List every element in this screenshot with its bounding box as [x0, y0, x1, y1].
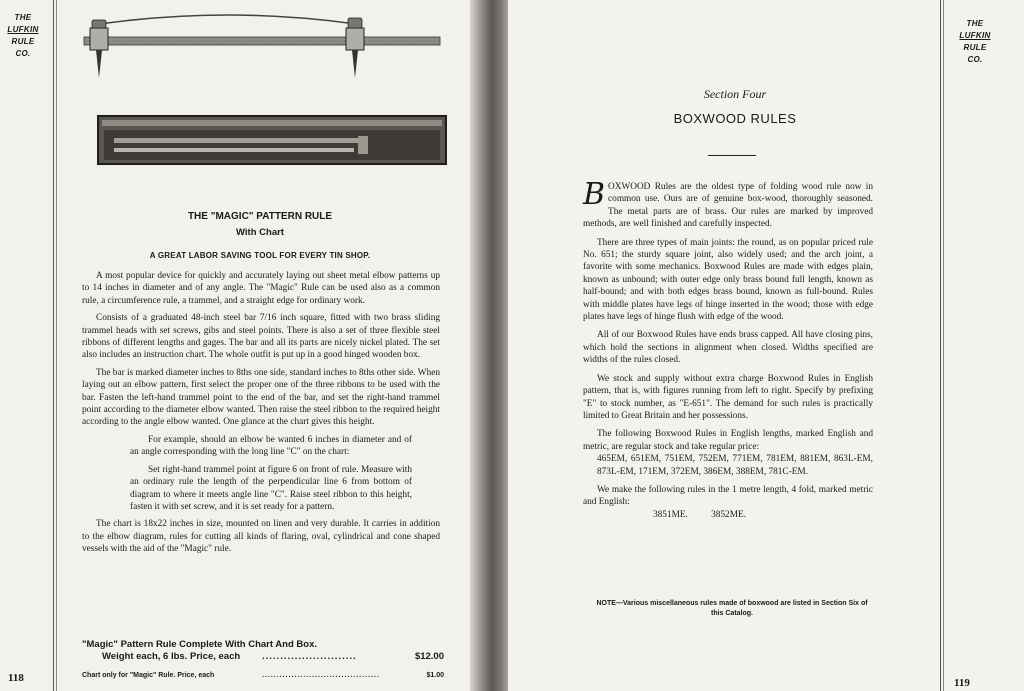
chart-price-label: Chart only for "Magic" Rule. Price, each — [82, 672, 215, 679]
body-paragraph: A most popular device for quickly and accurately laying out sheet metal elbow patterns up to 14 inches in diameter and of any angle. The "Magic" Rule can be used also as a common rule, a circumference rule, a trammel, and a straight edge for ordinary work. — [82, 271, 440, 306]
left-margin-logo — [0, 12, 46, 60]
right-margin-rule — [940, 0, 941, 691]
example-paragraph: For example, should an elbow be wanted 6 inches in diameter and of an angle corresponding with the long line "C" on the chart: — [130, 434, 412, 458]
leader-dots: ........................................ — [262, 672, 380, 679]
intro-paragraph: BOXWOOD Rules are the oldest type of folding wood rule now in common use. Ours are of genuine box-wood, thoroughly seasoned. The metal parts are of brass. Our rules are marked by improved methods, are well finished and carefully inspected. — [583, 177, 873, 230]
rule-code-list: 465EM, 651EM, 751EM, 752EM, 771EM, 781EM, 881EM, 863L-EM, 873L-EM, 171EM, 372EM, 386EM, 388EM, 781C-EM. — [597, 454, 873, 477]
logo-line: CO. — [967, 55, 983, 64]
left-page — [0, 0, 478, 691]
chart-price-amount: $1.00 — [426, 672, 444, 679]
closing-paragraph: The chart is 18x22 inches in size, mounted on linen and very durable. It carries in addition to the elbow diagram, rules for cutting all kinds of flaring, oval, cylindrical and cone shaped vessels with the aid of the "Magic" rule. — [82, 519, 440, 555]
page-number: 119 — [954, 677, 970, 689]
chart-price-line — [82, 672, 444, 679]
right-margin-logo — [952, 18, 998, 66]
price-line — [82, 651, 444, 662]
right-margin-rule-inner — [943, 0, 944, 691]
logo-line: LUFKIN — [7, 25, 39, 34]
drop-cap: B — [583, 177, 606, 212]
section-title: BOXWOOD RULES — [673, 111, 797, 126]
body-paragraph: The following Boxwood Rules in English lengths, marked English and metric, are regular stock and take regular price: — [583, 429, 873, 452]
product-tagline: A GREAT LABOR SAVING TOOL FOR EVERY TIN SHOP. — [149, 251, 371, 260]
left-margin-rule — [53, 0, 54, 691]
logo-line: LUFKIN — [959, 31, 991, 40]
magic-rule-illustration — [78, 12, 442, 84]
body-paragraph: The bar is marked diameter inches to 8ths one side, standard inches to 8ths other side. When laying out an elbow pattern, first select the proper one of the three ribbons to be used with the bar. Fasten the left-hand trammel point to the end of the bar, and set the right-hand trammel point according to the diameter elbow wanted. Then raise the steel ribbon to the required height according to the angle elbow wanted. One glance at the chart gives this height. — [82, 367, 440, 428]
logo-line: RULE — [11, 37, 35, 46]
metric-code-list: 3851ME. 3852ME. — [653, 509, 746, 520]
price-label: Weight each, 6 lbs. Price, each — [102, 651, 241, 662]
catalog-note: NOTE—Various miscellaneous rules made of boxwood are listed in Section Six of this Catalog. — [596, 600, 868, 617]
left-margin-rule-inner — [56, 0, 57, 691]
logo-line: RULE — [963, 43, 987, 52]
logo-line: THE — [14, 13, 32, 22]
body-paragraph: Consists of a graduated 48-inch steel bar 7/16 inch square, fitted with two brass sliding trammel heads with set screws, gibs and steel points. There is also a set of three flexible steel ribbons of different lengths and gages. The bar and all its parts are nicely nickel plated. The set also includes an instruction chart. The whole outfit is put up in a good hinged wooden box. — [82, 313, 440, 361]
right-body-text — [583, 177, 873, 527]
logo-line: CO. — [15, 49, 31, 58]
example-paragraph: Set right-hand trammel point at figure 6 on front of rule. Measure with an ordinary rule the length of the perpendicular line 6 from bottom of diagram to where it meets angle line "C". Raise steel ribbon to this height, fasten it with set screw, and it is set ready for a pattern. — [130, 464, 412, 512]
title-divider — [708, 155, 756, 156]
logo-line: THE — [966, 19, 984, 28]
body-paragraph: All of our Boxwood Rules have ends brass capped. All have closing pins, which hold the sections in alignment when closed. Widths specified are widths of the rules closed. — [583, 330, 873, 366]
body-paragraph: There are three types of main joints: the round, as on popular priced rule No. 651; the sturdy square joint, also widely used; and the arch joint, a favorite with some mechanics. Boxwood Rules are made with edges plain, known as unbound; with outer edge only brass bound full length, known as half-bound; and with both edges brass bound, known as full-bound. Rules with middle plates have legs of hinge inserted in the wood; those with edge plates have legs of hinge flush with edge of the wood. — [583, 237, 873, 323]
price-heading: "Magic" Pattern Rule Complete With Chart And Box. — [82, 639, 318, 650]
left-body-text — [82, 270, 440, 561]
price-amount: $12.00 — [414, 651, 444, 662]
page-number: 118 — [8, 672, 24, 684]
product-title: THE "MAGIC" PATTERN RULE — [187, 211, 333, 222]
section-label: Section Four — [703, 87, 767, 101]
leader-dots: .......................... — [262, 651, 357, 662]
product-subtitle: With Chart — [236, 227, 284, 238]
wooden-box-illustration — [96, 112, 448, 168]
metric-paragraph: We make the following rules in the 1 metre length, 4 fold, marked metric and English: — [583, 484, 873, 508]
body-paragraph: We stock and supply without extra charge Boxwood Rules in English pattern, that is, with figures running from left to right. Specify by prefixing "E" to stock number, as "E-651". The demand for such rules is practically limited to Great Britain and her possessions. — [583, 373, 873, 421]
